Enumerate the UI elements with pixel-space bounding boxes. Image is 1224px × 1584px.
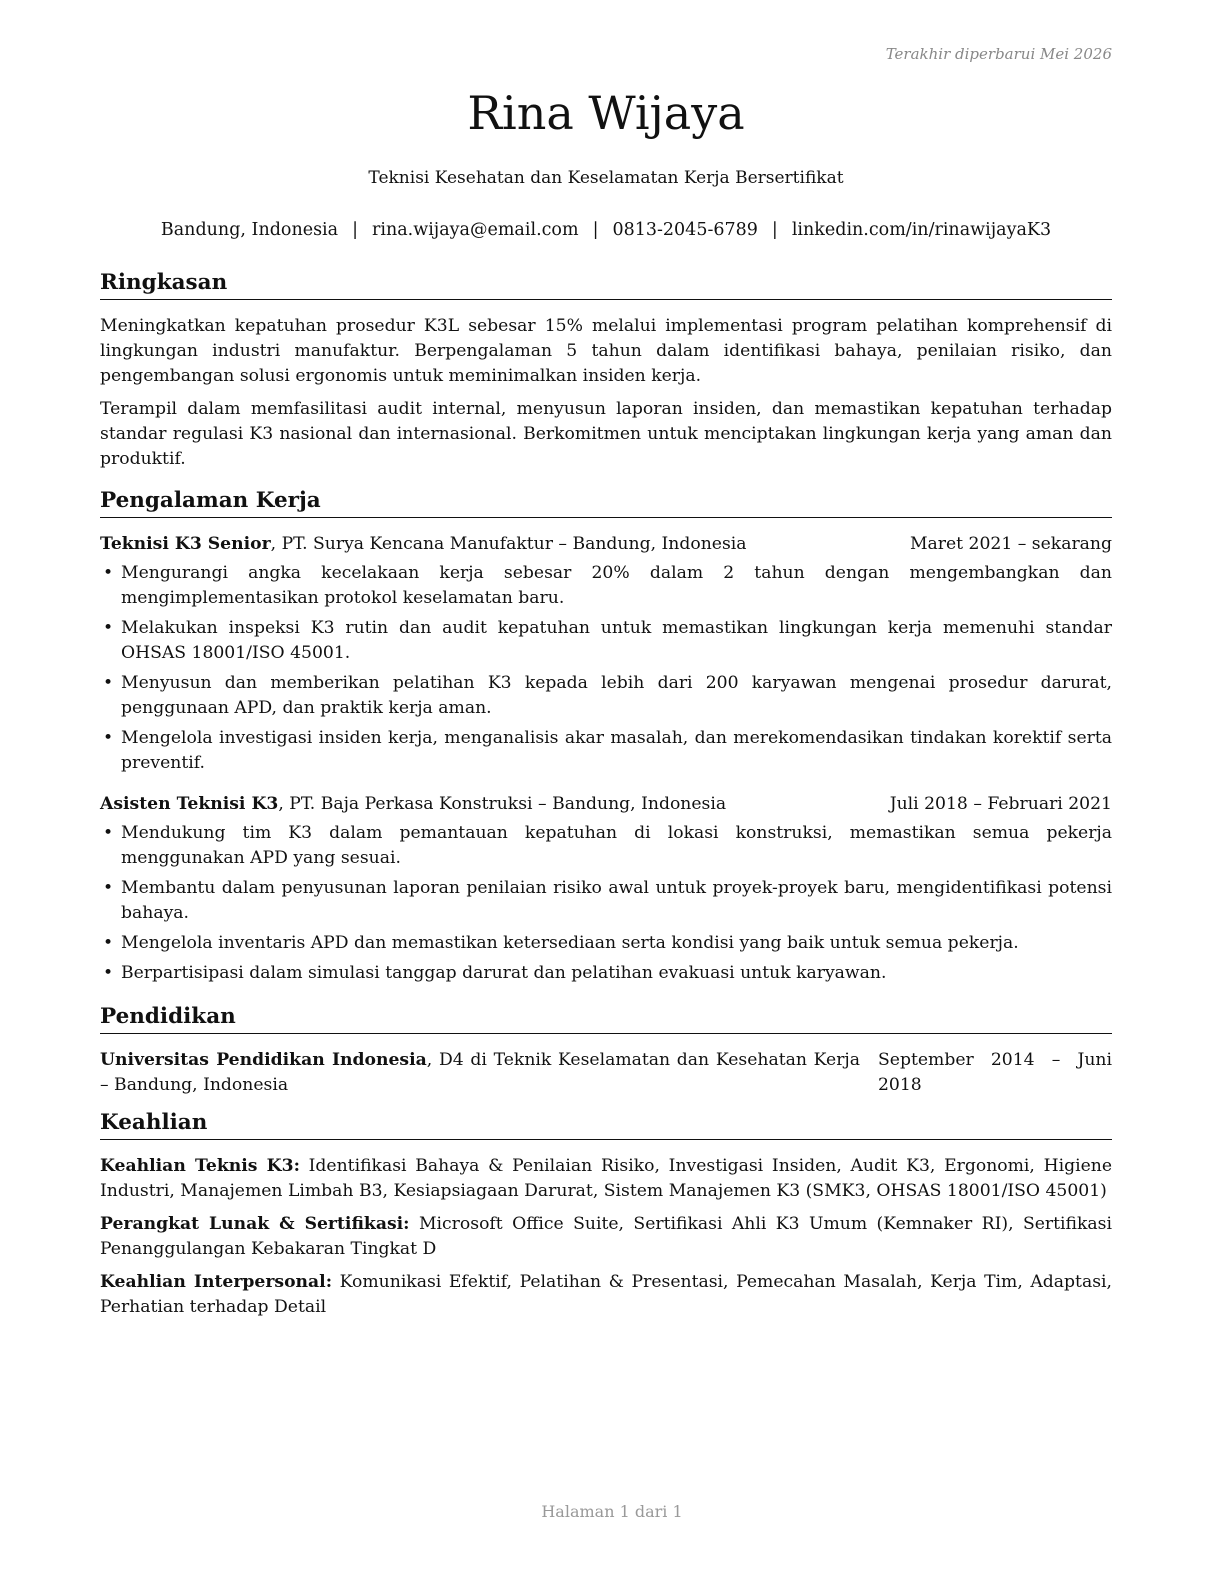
skill-group-text: Komunikasi Efektif, Pelatihan & Presentasi, Pemecahan Masalah, Kerja Tim, Adaptasi, Perhatian terhadap Detail [100, 1271, 1112, 1317]
contact-separator: | [352, 220, 358, 240]
job-bullet-text: Mendukung tim K3 dalam pemantauan kepatuhan di lokasi konstruksi, memastikan semua pekerja menggunakan APD yang sesuai. [121, 822, 1112, 868]
skill-group-label: Perangkat Lunak & Sertifikasi: [100, 1213, 410, 1234]
summary-section [100, 270, 1112, 472]
job-bullet-text: Membantu dalam penyusunan laporan penilaian risiko awal untuk proyek-proyek baru, mengidentifikasi potensi bahaya. [121, 877, 1112, 923]
experience-section [100, 488, 1112, 986]
bullet-icon: • [103, 877, 114, 898]
job-bullet-text: Mengelola inventaris APD dan memastikan ketersediaan serta kondisi yang baik untuk semua pekerja. [121, 932, 1019, 953]
job-bullet [100, 931, 1112, 956]
skill-group-text: Microsoft Office Suite, Sertifikasi Ahli K3 Umum (Kemnaker RI), Sertifikasi Penanggulangan Kebakaran Tingkat D [100, 1213, 1112, 1259]
job-title-line [100, 792, 726, 817]
contact-phone: 0813-2045-6789 [612, 220, 758, 240]
education-dates: September 2014 – Juni 2018 [878, 1049, 1112, 1095]
bullet-icon: • [103, 932, 114, 953]
job-bullet [100, 961, 1112, 986]
last-updated-note: Terakhir diperbarui Mei 2026 [885, 45, 1112, 63]
job-role: Teknisi K3 Senior [100, 533, 271, 554]
job-bullet [100, 821, 1112, 871]
section-heading-education: Pendidikan [100, 1004, 1112, 1034]
contact-line [100, 220, 1112, 240]
skill-group-text: Identifikasi Bahaya & Penilaian Risiko, Investigasi Insiden, Audit K3, Ergonomi, Higiene Industri, Manajemen Limbah B3, Kesiapsiagaan Darurat, Sistem Manajemen K3 (SMK3, OHSAS 18001/ISO 45001) [100, 1155, 1112, 1201]
job-company: , PT. Baja Perkasa Konstruksi – Bandung, Indonesia [278, 793, 727, 814]
job-bullet [100, 876, 1112, 926]
section-heading-experience: Pengalaman Kerja [100, 488, 1112, 518]
job-bullet [100, 616, 1112, 666]
section-heading-summary: Ringkasan [100, 270, 1112, 300]
skill-group [100, 1270, 1112, 1320]
education-institution-line [100, 1048, 860, 1098]
bullet-icon: • [103, 822, 114, 843]
job-bullet-list [100, 561, 1112, 776]
professional-title: Teknisi Kesehatan dan Keselamatan Kerja Bersertifikat [368, 168, 844, 188]
job-header [100, 532, 1112, 557]
bullet-icon: • [103, 617, 114, 638]
education-entry [100, 1048, 1112, 1098]
job-bullet [100, 726, 1112, 776]
bullet-icon: • [103, 562, 114, 583]
job-role: Asisten Teknisi K3 [100, 793, 279, 814]
job-bullet-list [100, 821, 1112, 986]
bullet-icon: • [103, 727, 114, 748]
job-header [100, 792, 1112, 817]
job-bullet-text: Mengurangi angka kecelakaan kerja sebesar 20% dalam 2 tahun dengan mengembangkan dan mengimplementasikan protokol keselamatan baru. [121, 562, 1112, 608]
job-bullet-text: Mengelola investigasi insiden kerja, menganalisis akar masalah, dan merekomendasikan tindakan korektif serta preventif. [121, 727, 1112, 773]
contact-email[interactable]: rina.wijaya@email.com [372, 220, 579, 240]
job-dates: Maret 2021 – sekarang [909, 533, 1112, 554]
skill-group [100, 1212, 1112, 1262]
contact-linkedin[interactable]: linkedin.com/in/rinawijayaK3 [791, 220, 1052, 240]
contact-separator: | [771, 220, 778, 240]
summary-paragraph: Terampil dalam memfasilitasi audit internal, menyusun laporan insiden, dan memastikan kepatuhan terhadap standar regulasi K3 nasional dan internasional. Berkomitmen untuk menciptakan lingkungan kerja yang aman dan produktif. [100, 398, 1112, 469]
education-section [100, 1004, 1112, 1098]
resume-body [100, 270, 1112, 1320]
candidate-name: Rina Wijaya [467, 86, 745, 140]
section-heading-skills: Keahlian [100, 1110, 1112, 1140]
contact-separator: | [592, 220, 599, 240]
education-school: Universitas Pendidikan Indonesia [100, 1049, 427, 1070]
summary-paragraph: Meningkatkan kepatuhan prosedur K3L sebesar 15% melalui implementasi program pelatihan komprehensif di lingkungan industri manufaktur. Berpengalaman 5 tahun dalam identifikasi bahaya, penilaian risiko, dan pengembangan solusi ergonomis untuk meminimalkan insiden kerja. [100, 315, 1112, 386]
bullet-icon: • [103, 672, 114, 693]
job-company: , PT. Surya Kencana Manufaktur – Bandung, Indonesia [270, 533, 747, 554]
job-bullet [100, 671, 1112, 721]
bullet-icon: • [103, 962, 114, 983]
job-bullet-text: Melakukan inspeksi K3 rutin dan audit kepatuhan untuk memastikan lingkungan kerja memenuhi standar OHSAS 18001/ISO 45001. [121, 617, 1112, 663]
job-dates: Juli 2018 – Februari 2021 [889, 793, 1112, 814]
job-title-line [100, 532, 747, 557]
job-bullet [100, 561, 1112, 611]
page-number: Halaman 1 dari 1 [541, 1502, 683, 1521]
job-bullet-text: Berpartisipasi dalam simulasi tanggap darurat dan pelatihan evakuasi untuk karyawan. [121, 962, 887, 983]
job-bullet-text: Menyusun dan memberikan pelatihan K3 kepada lebih dari 200 karyawan mengenai prosedur darurat, penggunaan APD, dan praktik kerja aman. [121, 672, 1112, 718]
skill-group-label: Keahlian Teknis K3: [100, 1155, 300, 1176]
contact-location: Bandung, Indonesia [160, 220, 339, 240]
education-detail: , D4 di Teknik Keselamatan dan Kesehatan Kerja – Bandung, Indonesia [100, 1049, 860, 1095]
skills-section [100, 1110, 1112, 1320]
skill-group [100, 1154, 1112, 1204]
skill-group-label: Keahlian Interpersonal: [100, 1271, 333, 1292]
